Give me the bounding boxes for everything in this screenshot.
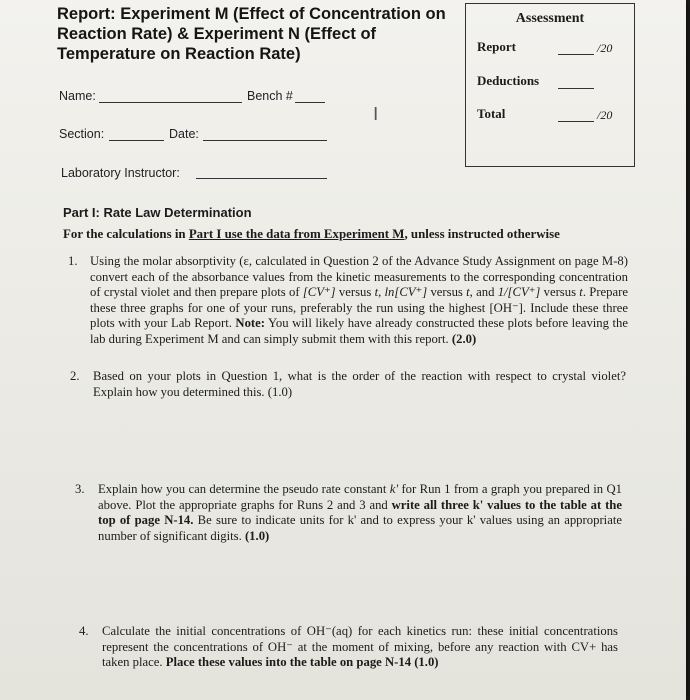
part1-heading: Part I: Rate Law Determination [63,205,252,220]
instructor-field[interactable] [196,178,327,179]
report-label: Report [477,39,516,54]
bench-label: Bench # [247,89,293,103]
question-4-text: Calculate the initial concentrations of OH⁻(aq) for each kinetics run: these initial concentrations represent the concentrations of OH⁻ at the moment of mixing, before any reaction with CV+ has taken place. Place these values into the table on page N-14 (1.0) [102,624,618,670]
section-label: Section: [59,127,105,141]
question-1-number: 1. [68,254,78,268]
report-score-line[interactable] [558,54,594,55]
total-max: /20 [597,108,613,122]
assessment-header: Assessment [515,11,585,26]
instructor-label: Laboratory Instructor: [61,166,180,180]
part1-instruction: For the calculations in Part I use the data from Experiment M, unless instructed otherwise [63,227,560,241]
report-max: /20 [597,41,613,55]
name-label: Name: [59,89,96,103]
name-field[interactable] [99,102,242,103]
assessment-box [465,3,635,167]
date-label: Date: [169,127,199,141]
question-3-text: Explain how you can determine the pseudo rate constant k' for Run 1 from a graph you prepared in Q1 above. Plot the appropriate graphs for Runs 2 and 3 and write all three k' values to the table at the top of page N-14. Be sure to indicate units for k' and to express your k' values using an appropriate number of significant digits. (1.0) [98,482,622,543]
question-3-number: 3. [75,482,85,496]
deductions-label: Deductions [477,73,540,88]
page-title: Report: Experiment M (Effect of Concentration on Reaction Rate) & Experiment N (Effect of Temperature on Reaction Rate) [57,5,446,63]
total-label: Total [477,106,506,121]
total-score-line[interactable] [558,121,594,122]
deductions-line[interactable] [558,88,594,89]
bench-field[interactable] [295,102,325,103]
question-2-text: Based on your plots in Question 1, what is the order of the reaction with respect to crystal violet? Explain how you determined this. (1.0) [93,369,626,399]
date-field[interactable] [203,140,327,141]
question-4-number: 4. [79,624,89,638]
text-cursor-icon: I [373,104,379,125]
question-2-number: 2. [70,369,80,383]
section-field[interactable] [109,140,164,141]
question-1-text: Using the molar absorptivity (ε, calculated in Question 2 of the Advance Study Assignment on page M-8) convert each of the absorbance values from the kinetic measurements to the corresponding concentration of crystal violet and then prepare plots of [CV⁺] versus t, ln[CV⁺] versus t, and 1/[CV⁺] versus t. Prepare these three graphs for one of your runs, preferably the run using the highest [OH⁻]. Include these three plots with your Lab Report. Note: You will likely have already constructed these plots before leaving the lab during Experiment M and can simply submit them with this report. (2.0) [90,254,629,346]
